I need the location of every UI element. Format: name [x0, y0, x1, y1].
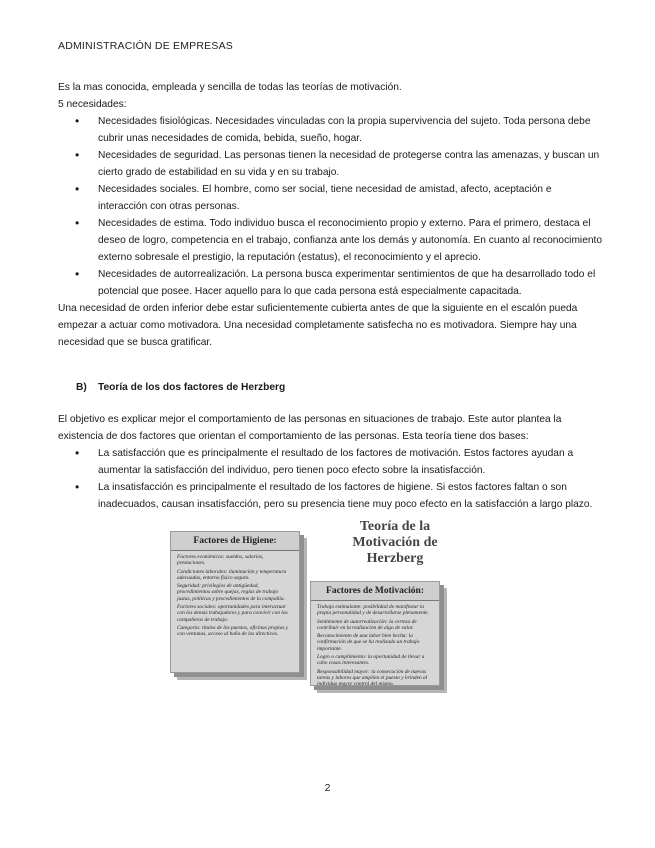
herzberg-bases-list: [58, 445, 603, 513]
figure-title: Teoría de la Motivación de Herzberg: [352, 519, 438, 566]
hygiene-item: Factores sociales: oportunidades para interactuar con los demás trabajadores y para convivir con los compañeros de trabajo.: [177, 604, 288, 623]
motivation-card-title: Factores de Motivación:: [311, 582, 439, 601]
list-item: • Necesidades de estima. Todo individuo busca el reconocimiento propio y externo. Para el primero, destaca el deseo de logro, competencia en el trabajo, confianza ante los demás y autonomía. En cuanto al reconocimiento externo sobresale el prestigio, la reputación (estatus), el reconocimiento y el aprecio.: [58, 215, 603, 266]
hygiene-item: Factores económicos: sueldos, salarios, prestaciones.: [177, 554, 264, 567]
motivation-item: Logro o cumplimiento: la oportunidad de llevar a cabo cosas interesantes.: [317, 654, 425, 667]
motivation-item: Sentimiento de autorrealización: la certeza de contribuir en la realización de algo de valor.: [317, 618, 417, 631]
hygiene-item: Categoría: títulos de los puestos, oficinas propias y con ventanas, acceso al baño de los directivos.: [177, 624, 289, 638]
hygiene-factors-card: [170, 531, 300, 673]
hygiene-item: Seguridad: privilegios de antigüedad, procedimientos sobre quejas, reglas de trabajo justas, políticas y procedimientos de la compañía.: [177, 583, 285, 602]
closing-paragraph: Una necesidad de orden inferior debe estar suficientemente cubierta antes de que la siguiente en el escalón pueda empezar a actuar como motivadora. Una necesidad completamente satisfecha no es motivadora. Siempre hay una necesidad que se busca gratificar.: [58, 303, 578, 348]
motivation-item: Responsabilidad mayor: la consecución de nuevas tareas y labores que amplíen el puesto y brinden al individuo mayor control del mismo.: [317, 668, 428, 688]
motivation-factors-card: [310, 581, 440, 686]
page-body: [58, 79, 603, 688]
needs-label: 5 necesidades:: [58, 99, 127, 110]
list-item: • La insatisfacción es principalmente el resultado de los factores de higiene. Si estos factores faltan o son inadecuados, causan insatisfacción, pero su presencia tiene muy poco efecto en la satisfacción a largo plazo.: [58, 479, 603, 513]
section-heading: [58, 379, 603, 396]
page-number: 2: [324, 782, 331, 794]
section-paragraph: El objetivo es explicar mejor el comportamiento de las personas en situaciones de trabajo. Este autor plantea la existencia de dos factores que orientan el comportamiento de las personas. Esta teoría tiene dos bases:: [58, 414, 562, 442]
running-header: ADMINISTRACIÓN DE EMPRESAS: [58, 40, 233, 52]
hygiene-card-title: Factores de Higiene:: [171, 532, 299, 551]
needs-list: [58, 113, 603, 300]
list-item: • Necesidades de seguridad. Las personas tienen la necesidad de protegerse contra las amenazas, y buscan un cierto grado de estabilidad en su vida y en su trabajo.: [58, 147, 603, 181]
list-item: • La satisfacción que es principalmente el resultado de los factores de motivación. Estos factores ayudan a aumentar la satisfacción del individuo, pero tienen poco efecto sobre la insatisfacción.: [58, 445, 603, 479]
motivation-item: Trabajo estimulante: posibilidad de manifestar la propia personalidad y de desarrollarse plenamente.: [317, 604, 429, 617]
herzberg-figure: [170, 519, 470, 688]
motivation-item: Reconocimiento de una labor bien hecha: la confirmación de que se ha realizado un trabajo importante.: [317, 633, 420, 652]
intro-line: Es la mas conocida, empleada y sencilla de todas las teorías de motivación.: [58, 82, 402, 93]
list-item: • Necesidades sociales. El hombre, como ser social, tiene necesidad de amistad, afecto, aceptación e interacción con otras personas.: [58, 181, 603, 215]
section-title: Teoría de los dos factores de Herzberg: [98, 382, 286, 393]
list-item: • Necesidades fisiológicas. Necesidades vinculadas con la propia supervivencia del sujeto. Toda persona debe cubrir unas necesidades de comida, bebida, sueño, hogar.: [58, 113, 603, 147]
list-item: • Necesidades de autorrealización. La persona busca experimentar sentimientos de que ha desarrollado todo el potencial que posee. Hacer aquello para lo que cada persona está especialmente capacitada.: [58, 266, 603, 300]
hygiene-item: Condiciones laborales: iluminación y temperatura adecuadas, entorno físico seguro.: [177, 568, 287, 581]
section-letter: B): [76, 382, 87, 393]
